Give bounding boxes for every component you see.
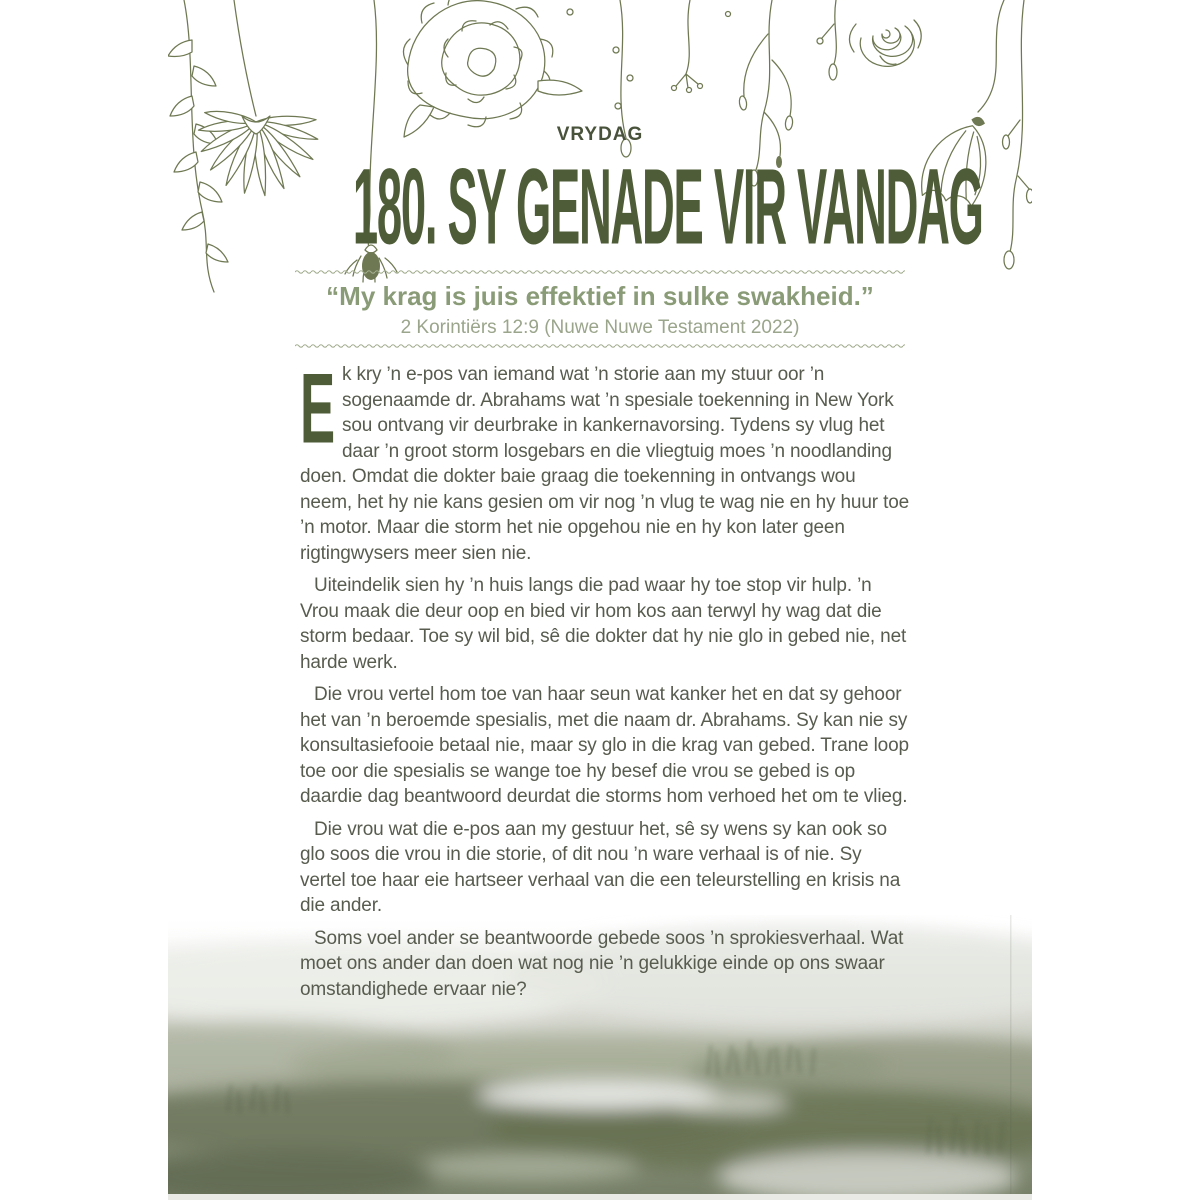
- paragraph: [300, 573, 912, 675]
- page-title-text: 180. SY GENADE VIR VANDAG: [352, 147, 983, 268]
- paragraph-text: Die vrou wat die e-pos aan my gestuur het, sê sy wens sy kan ook so glo soos die vrou in die storie, of dit nou ’n ware verhaal is of nie. Sy vertel toe haar eie hartseer verhaal van die een teleurstelling en krisis na die ander.: [300, 818, 901, 916]
- paragraph-text: Uiteindelik sien hy ’n huis langs die pad waar hy toe stop vir hulp. ’n Vrou maak die deur oop en bied vir hom kos aan terwyl hy wag dat die storm bedaar. Toe sy wil bid, sê die dokter dat hy nie glo in gebed nie, net harde werk.: [300, 575, 907, 673]
- scripture-reference: 2 Korintiërs 12:9 (Nuwe Nuwe Testament 2022): [400, 317, 800, 338]
- devotional-page: [168, 0, 1032, 1200]
- wavy-divider-top: [295, 268, 905, 276]
- paragraph: [300, 817, 912, 919]
- paragraph: [300, 682, 912, 810]
- wavy-divider-bottom: [295, 342, 905, 350]
- paragraph-text: Die vrou vertel hom toe van haar seun wat kanker het en dat sy gehoor het van ’n beroemde spesialis, met die naam dr. Abrahams. Sy kan nie sy konsultasiefooie betaal nie, maar sy glo in die krag van gebed. Trane loop toe oor die spesialis se wange toe hy besef die vrou se gebed is op daardie dag beantwoord deurdat die storms hom verhoed het om te vlieg.: [300, 684, 909, 807]
- page-title: [168, 146, 1032, 266]
- drop-cap: E: [300, 354, 336, 465]
- paragraph: [300, 926, 912, 1003]
- weekday-label: VRYDAG: [556, 124, 644, 145]
- devotional-body: [300, 354, 912, 1009]
- paragraph: [300, 354, 912, 566]
- paragraph-text: k kry ’n e-pos van iemand wat ’n storie aan my stuur oor ’n sogenaamde dr. Abrahams wat ’n spesiale toekenning in New York sou ontvang vir deurbrake in kankernavorsing. Tydens sy vlug het daar ’n groot storm losgebars en die vliegtuig moes ’n noodlanding doen. Omdat die dokter baie graag die toekenning in ontvangs wou neem, het hy nie kans gesien om vir nog ’n vlug te wag nie en hy huur toe ’n motor. Maar die storm het nie opgehou nie en hy kon later geen rigtingwysers meer sien nie.: [300, 364, 910, 564]
- paragraph-text: Soms voel ander se beantwoorde gebede soos ’n sprokiesverhaal. Wat moet ons ander dan doen wat nog nie ’n gelukkige einde op ons swaar omstandighede ervaar nie?: [300, 927, 904, 1000]
- scripture-quote: “My krag is juis effektief in sulke swakheid.”: [326, 281, 874, 311]
